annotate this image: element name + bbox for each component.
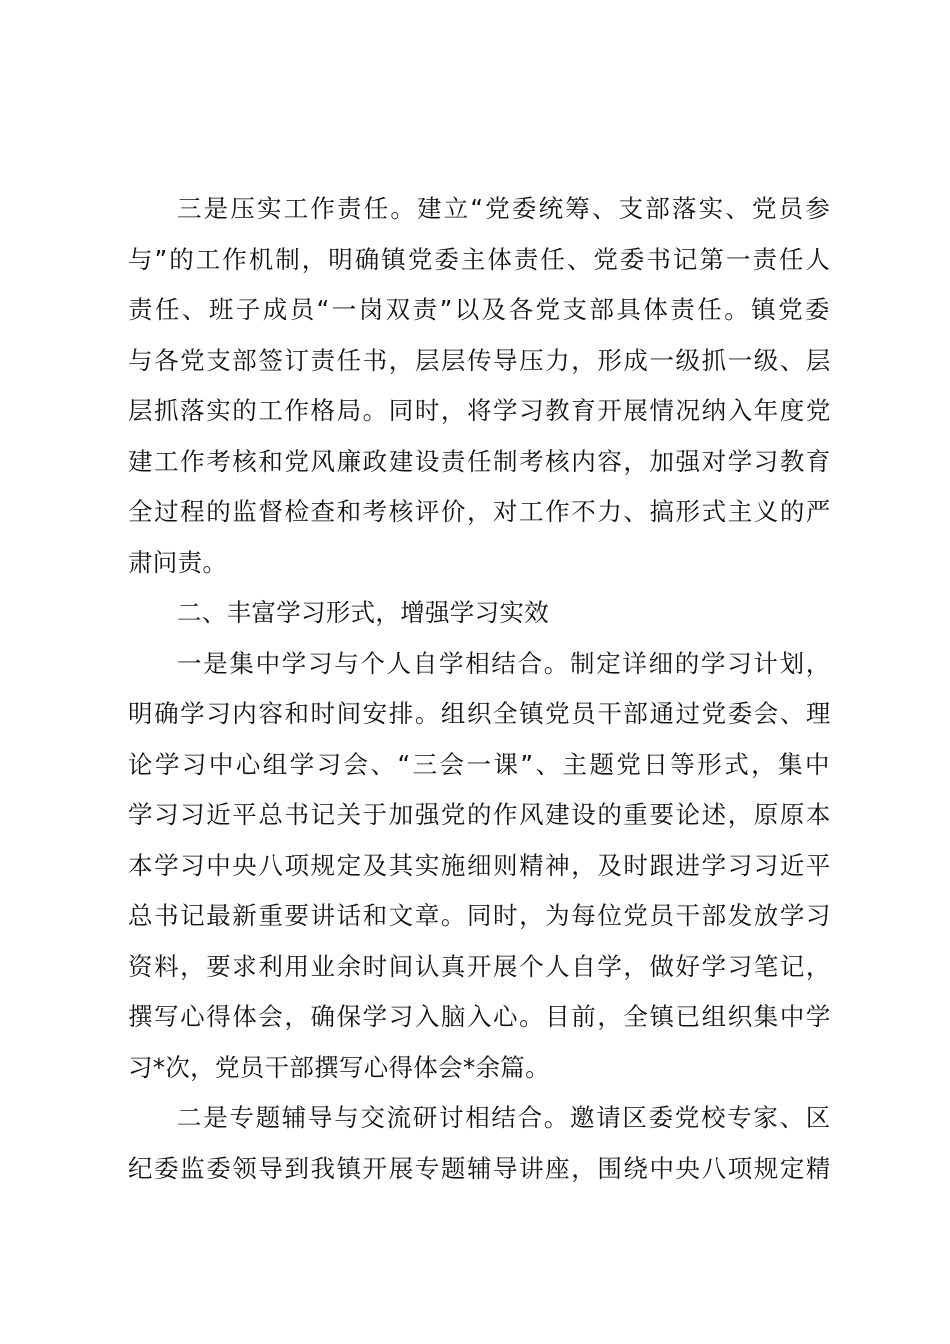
document-page <box>128 184 832 1194</box>
paragraph-line: 全过程的监督检查和考核评价，对工作不力、搞形式主义的严 <box>128 497 832 526</box>
paragraph-line: 三是压实工作责任。建立“党委统筹、支部落实、党员参 <box>177 194 832 223</box>
paragraph-line: 明确学习内容和时间安排。组织全镇党员干部通过党委会、理 <box>128 699 832 728</box>
paragraph-line: 肃问责。 <box>128 547 228 577</box>
paragraph-line: 资料，要求利用业余时间认真开展个人自学，做好学习笔记， <box>128 951 832 981</box>
paragraph-line: 层抓落实的工作格局。同时，将学习教育开展情况纳入年度党 <box>128 396 832 425</box>
paragraph-line: 习*次，党员干部撰写心得体会*余篇。 <box>128 1052 550 1082</box>
paragraph-line: 与各党支部签订责任书，层层传导压力，形成一级抓一级、层 <box>128 345 832 375</box>
paragraph-line: 建工作考核和党风廉政建设责任制考核内容，加强对学习教育 <box>128 446 832 476</box>
paragraph-line: 责任、班子成员“一岗双责”以及各党支部具体责任。镇党委 <box>128 295 832 324</box>
paragraph-line: 二是专题辅导与交流研讨相结合。邀请区委党校专家、区 <box>177 1103 832 1132</box>
paragraph-line: 与”的工作机制，明确镇党委主体责任、党委书记第一责任人 <box>128 244 832 274</box>
section-heading: 二、丰富学习形式，增强学习实效 <box>177 598 549 627</box>
paragraph-line: 学习习近平总书记关于加强党的作风建设的重要论述，原原本 <box>128 800 832 829</box>
paragraph-line: 一是集中学习与个人自学相结合。制定详细的学习计划， <box>177 648 832 678</box>
paragraph-line: 纪委监委领导到我镇开展专题辅导讲座，围绕中央八项规定精 <box>128 1153 832 1183</box>
paragraph-line: 本学习中央八项规定及其实施细则精神，及时跟进学习习近平 <box>128 850 832 880</box>
paragraph-line: 撰写心得体会，确保学习入脑入心。目前，全镇已组织集中学 <box>128 1002 832 1031</box>
paragraph-line: 论学习中心组学习会、“三会一课”、主题党日等形式，集中 <box>128 749 832 779</box>
paragraph-line: 总书记最新重要讲话和文章。同时，为每位党员干部发放学习 <box>128 901 832 930</box>
